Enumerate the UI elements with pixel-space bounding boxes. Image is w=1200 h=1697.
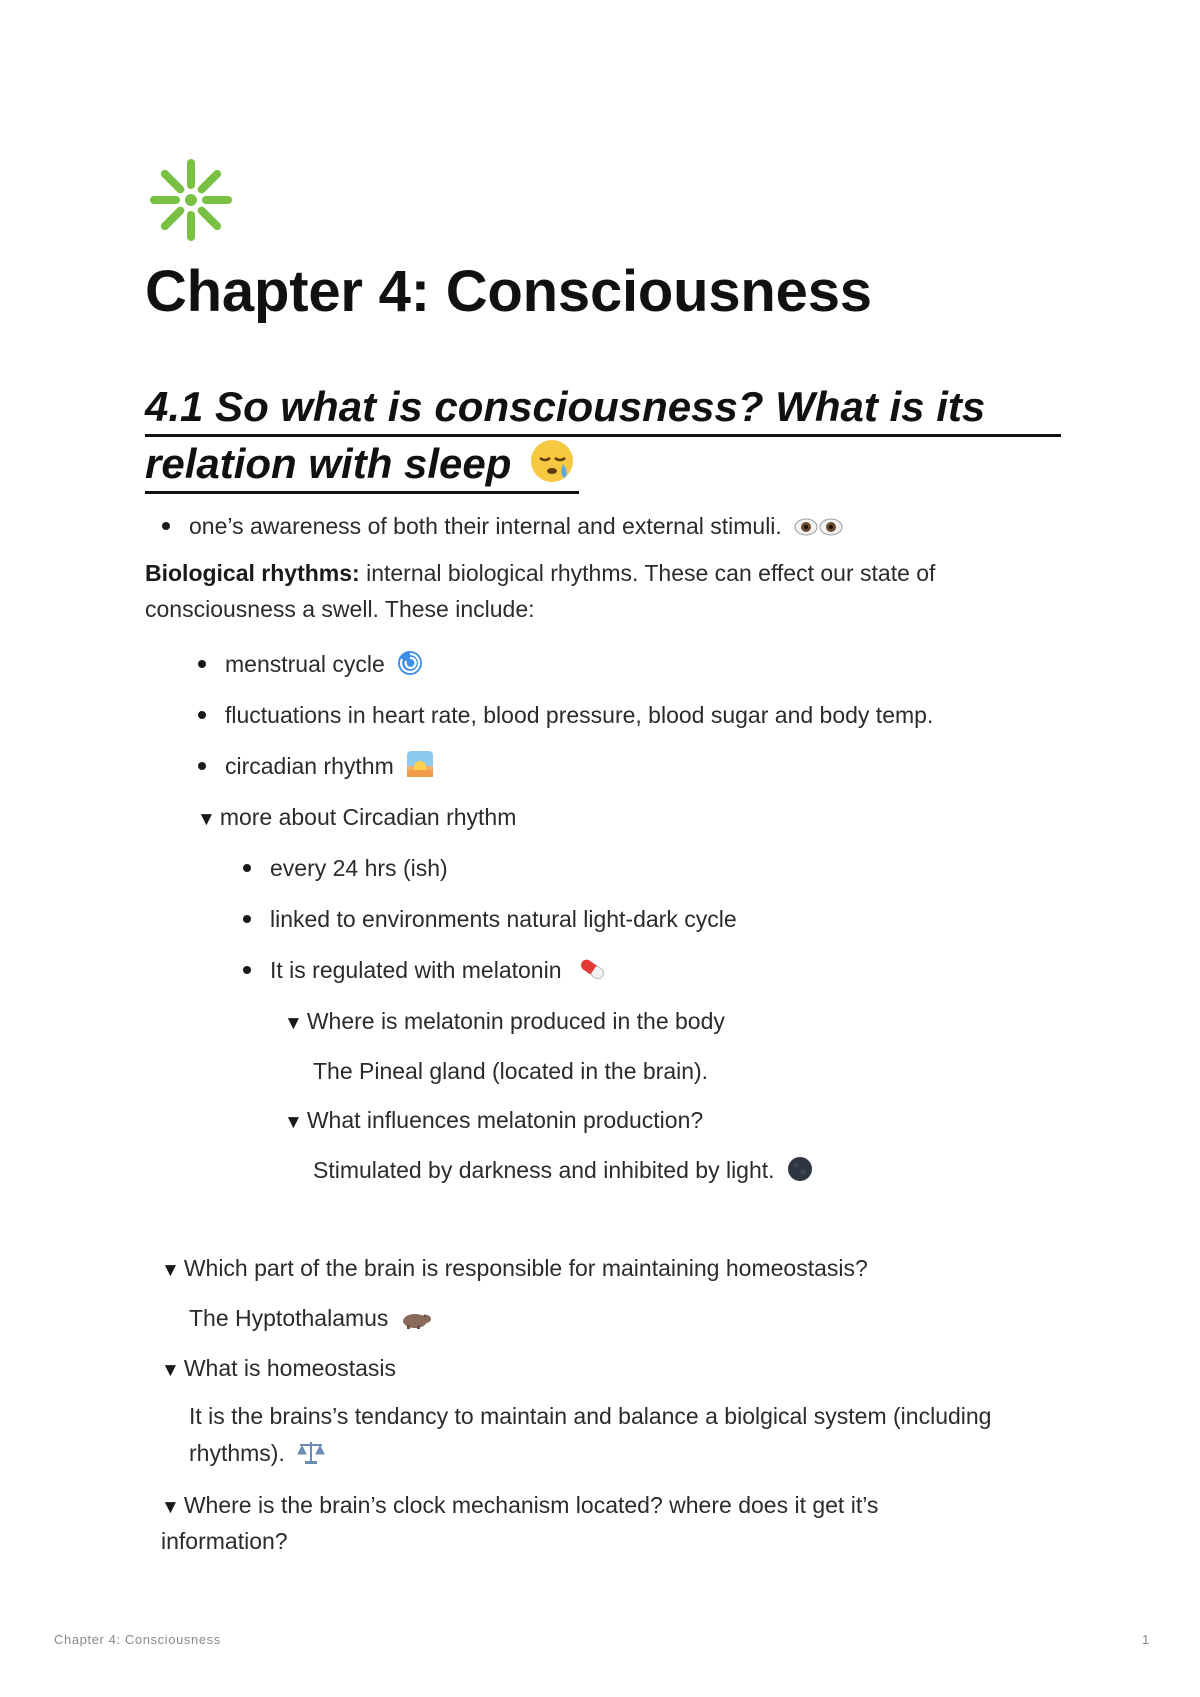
- toggle-melatonin-influence[interactable]: [284, 1102, 703, 1141]
- homeostasis-answer-1-text: The Hyptothalamus: [189, 1305, 395, 1331]
- melatonin-answer-2-text: Stimulated by darkness and inhibited by light.: [313, 1157, 781, 1183]
- page-title: Chapter 4: Consciousness: [145, 259, 872, 324]
- list-item: linked to environments natural light-dark cycle: [270, 906, 737, 932]
- toggle-circadian-label: more about Circadian rhythm: [219, 804, 517, 830]
- sunrise-icon: [406, 750, 434, 788]
- toggle-melatonin-produced[interactable]: [284, 1003, 725, 1042]
- eyes-icon: [794, 512, 844, 548]
- melatonin-answer-1: The Pineal gland (located in the brain).: [313, 1058, 709, 1084]
- homeostasis-answer-2-line2-text: rhythms).: [189, 1440, 292, 1466]
- list-item: [270, 952, 608, 992]
- bio-rhythms-text-1: internal biological rhythms. These can effect our state of: [359, 560, 936, 586]
- bullet-dot: [243, 915, 251, 923]
- homeostasis-answer-1: [189, 1300, 431, 1340]
- bullet-dot: [198, 711, 206, 719]
- homeostasis-answer-2-line1: It is the brains’s tendancy to maintain and balance a biolgical system (including: [189, 1403, 992, 1429]
- new-moon-icon: [787, 1156, 813, 1192]
- toggle-circadian[interactable]: [197, 799, 516, 838]
- list-item-text: It is regulated with melatonin: [270, 957, 568, 983]
- list-item: every 24 hrs (ish): [270, 855, 448, 881]
- bullet-dot: [162, 522, 170, 530]
- list-item: [225, 748, 434, 788]
- footer-title: Chapter 4: Consciousness: [54, 1632, 221, 1647]
- toggle-what-is-homeostasis[interactable]: [161, 1350, 396, 1389]
- section-heading-line1: 4.1 So what is consciousness? What is its: [145, 380, 1061, 437]
- bio-rhythms-paragraph: [145, 555, 935, 591]
- list-item-text: menstrual cycle: [225, 651, 392, 677]
- toggle-clock-mechanism[interactable]: [161, 1487, 878, 1526]
- melatonin-answer-2: [313, 1152, 813, 1192]
- bullet-dot: [243, 864, 251, 872]
- triangle-down-icon: ▼: [161, 1260, 180, 1281]
- list-item: fluctuations in heart rate, blood pressure, blood sugar and body temp.: [225, 702, 934, 728]
- triangle-down-icon: ▼: [161, 1360, 180, 1381]
- triangle-down-icon: ▼: [284, 1013, 303, 1034]
- section-heading: [145, 380, 1065, 494]
- bullet-dot: [198, 660, 206, 668]
- section-heading-line2-wrap: [145, 437, 579, 494]
- toggle-what-is-homeostasis-label: What is homeostasis: [183, 1355, 397, 1381]
- toggle-clock-mechanism-label: Where is the brain’s clock mechanism located? where does it get it’s: [183, 1492, 879, 1518]
- triangle-down-icon: ▼: [197, 809, 216, 830]
- sleepy-face-icon: [529, 438, 575, 484]
- green-asterisk-icon: [148, 157, 234, 243]
- intro-bullet: [189, 508, 844, 548]
- toggle-homeostasis-brain-part-label: Which part of the brain is responsible for maintaining homeostasis?: [183, 1255, 868, 1281]
- triangle-down-icon: ▼: [161, 1497, 180, 1518]
- toggle-melatonin-produced-label: Where is melatonin produced in the body: [306, 1008, 725, 1034]
- bullet-dot: [243, 966, 251, 974]
- list-item-text: circadian rhythm: [225, 753, 401, 779]
- intro-bullet-text: one’s awareness of both their internal and external stimuli.: [189, 513, 789, 539]
- toggle-clock-mechanism-line2: information?: [161, 1528, 288, 1554]
- section-heading-line2: relation with sleep: [145, 440, 524, 487]
- hippo-icon: [401, 1304, 431, 1340]
- bio-rhythms-paragraph-line2: consciousness a swell. These include:: [145, 596, 535, 622]
- triangle-down-icon: ▼: [284, 1112, 303, 1133]
- homeostasis-answer-2-line2: [189, 1435, 325, 1475]
- footer-page-number: 1: [1142, 1632, 1150, 1647]
- bio-rhythms-label: Biological rhythms:: [145, 560, 360, 586]
- cyclone-icon: [397, 650, 423, 686]
- toggle-homeostasis-brain-part[interactable]: [161, 1250, 868, 1289]
- bullet-dot: [198, 762, 206, 770]
- list-item: [225, 646, 423, 686]
- toggle-melatonin-influence-label: What influences melatonin production?: [306, 1107, 704, 1133]
- pill-icon: [578, 956, 608, 992]
- balance-scale-icon: [297, 1439, 325, 1475]
